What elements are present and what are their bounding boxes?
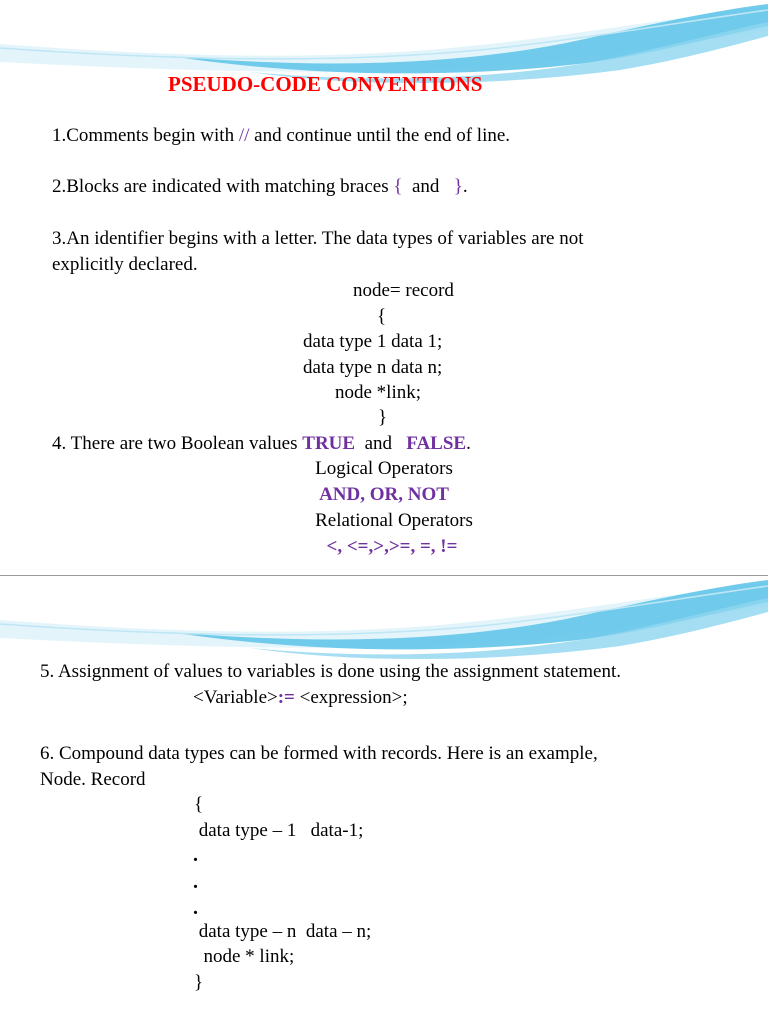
relational-operators-list: <, <=,>,>=, =, != (326, 536, 458, 557)
rule-4-text: 4. There are two Boolean values TRUE and FALSE. (52, 433, 471, 454)
ellipsis-dot: . (193, 844, 198, 866)
open-brace-token: { (393, 176, 403, 197)
record-header: node= record (353, 280, 454, 301)
ellipsis-dot: . (193, 871, 198, 893)
slide-2 (0, 575, 768, 1025)
rule-1-text: 1.Comments begin with // and continue until the end of line. (52, 125, 511, 146)
assignment-syntax: <Variable>:= <expression>; (193, 687, 408, 708)
page-title: PSEUDO-CODE CONVENTIONS (168, 72, 483, 96)
comment-token: // (238, 125, 250, 146)
record-close-brace: } (378, 407, 388, 428)
record-field-1: data type 1 data 1; (303, 331, 443, 352)
ellipsis-dot: . (193, 897, 198, 919)
example-field-n: data type – n data – n; (194, 921, 372, 942)
rule-5-text: 5. Assignment of values to variables is done using the assignment statement. (40, 661, 621, 682)
close-brace-token: } (453, 176, 463, 197)
rule-2-text: 2.Blocks are indicated with matching braces { and }. (52, 176, 468, 197)
example-close-brace: } (194, 972, 204, 993)
true-token: TRUE (302, 433, 356, 454)
assign-operator: := (277, 687, 295, 708)
example-open-brace: { (194, 794, 204, 815)
example-field-1: data type – 1 data-1; (194, 820, 364, 841)
example-link: node * link; (194, 946, 295, 967)
rule-3-line-1: 3.An identifier begins with a letter. The data types of variables are not (52, 228, 584, 249)
record-open-brace: { (377, 306, 387, 327)
record-link: node *link; (335, 382, 422, 403)
wave-header-decoration (0, 576, 768, 666)
logical-operators-label: Logical Operators (315, 458, 453, 479)
record-field-n: data type n data n; (303, 357, 443, 378)
record-name: Node. Record (40, 769, 146, 790)
relational-operators-label: Relational Operators (315, 510, 473, 531)
rule-6-text: 6. Compound data types can be formed with records. Here is an example, (40, 743, 598, 764)
rule-3-line-2: explicitly declared. (52, 254, 198, 275)
logical-operators-list: AND, OR, NOT (319, 484, 449, 505)
false-token: FALSE (406, 433, 467, 454)
